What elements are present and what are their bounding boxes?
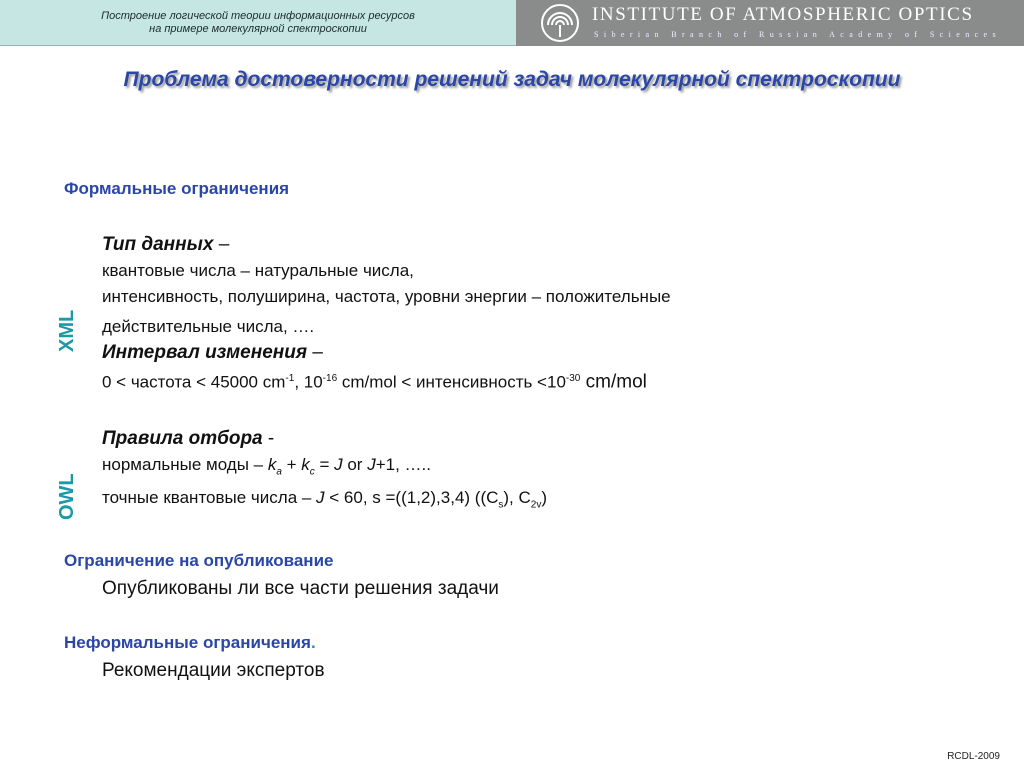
- data-type-title: [64, 232, 671, 258]
- rules-dash: -: [262, 427, 275, 449]
- data-type-dash: –: [213, 234, 230, 255]
- a-subscript: a: [276, 466, 282, 478]
- j-symbol: J: [367, 454, 376, 474]
- institute-logo-icon: [540, 3, 580, 43]
- data-type-line-2: интенсивность, полуширина, частота, уровни энергии – положительные: [102, 287, 671, 306]
- publish-heading: Ограничение на опубликование: [64, 551, 334, 571]
- rules-text: or: [342, 454, 368, 474]
- formal-section: [64, 176, 671, 686]
- rules-text: +1, …..: [375, 454, 431, 474]
- rules-text: < 60, s =((1,2),3,4) ((C: [324, 488, 499, 508]
- interval-sup: -16: [322, 373, 338, 384]
- informal-heading-text: Неформальные ограничения: [64, 633, 311, 653]
- rules-line-2: [64, 485, 671, 518]
- header-line-2: на примере молекулярной спектроскопии: [149, 22, 367, 35]
- s-subscript: s: [498, 499, 504, 511]
- interval-dash: –: [307, 342, 323, 363]
- owl-tag: OWL: [56, 473, 78, 520]
- rules-text: ), C: [503, 488, 531, 508]
- interval-sup: -30: [565, 373, 581, 384]
- data-type-line-3: действительные числа, ….: [102, 317, 315, 336]
- xml-tag: XML: [56, 309, 78, 352]
- interval-text: 0 < частота < 45000 cm: [102, 372, 286, 392]
- rules-label: Правила отбора: [102, 427, 263, 449]
- interval-text: cm/mol: [580, 371, 647, 393]
- interval-title: [64, 340, 671, 366]
- institute-subtitle: Siberian Branch of Russian Academy of Sciences: [594, 30, 1002, 39]
- formal-heading: Формальные ограничения: [64, 179, 290, 198]
- interval-text: cm/mol < интенсивность <10: [337, 372, 566, 392]
- informal-text: Рекомендации экспертов: [102, 660, 325, 682]
- data-type-line-1: квантовые числа – натуральные числа,: [102, 261, 414, 280]
- footer-label: RCDL-2009: [947, 751, 1000, 762]
- interval-label: Интервал изменения: [102, 342, 308, 363]
- informal-heading: [64, 630, 671, 656]
- j-symbol: J: [334, 454, 343, 474]
- rules-text: ): [541, 488, 548, 508]
- data-type-label: Тип данных: [102, 234, 214, 255]
- rules-title: [64, 426, 671, 452]
- interval-text: , 10: [294, 372, 323, 392]
- header-line-1: Построение логической теории информационных ресурсов: [101, 9, 415, 22]
- rules-text: =: [314, 454, 335, 474]
- presentation-header: [0, 0, 516, 46]
- interval-sup: -1: [285, 373, 295, 384]
- interval-line: [64, 366, 671, 396]
- rules-line-1: [64, 452, 671, 485]
- institute-banner: [516, 0, 1024, 46]
- rules-text: +: [281, 454, 302, 474]
- k-symbol: k: [301, 454, 310, 474]
- c-subscript: c: [309, 466, 315, 478]
- rules-text: нормальные моды –: [102, 454, 268, 474]
- informal-heading-dot: .: [310, 633, 316, 653]
- institute-name: INSTITUTE OF ATMOSPHERIC OPTICS: [592, 4, 974, 25]
- 2v-subscript: 2v: [530, 499, 542, 511]
- k-symbol: k: [267, 454, 277, 474]
- rules-text: точные квантовые числа –: [102, 488, 317, 508]
- slide-title: Проблема достоверности решений задач молекулярной спектроскопии: [123, 68, 901, 91]
- publish-text: Опубликованы ли все части решения задачи: [102, 578, 499, 600]
- j-symbol: J: [316, 488, 325, 508]
